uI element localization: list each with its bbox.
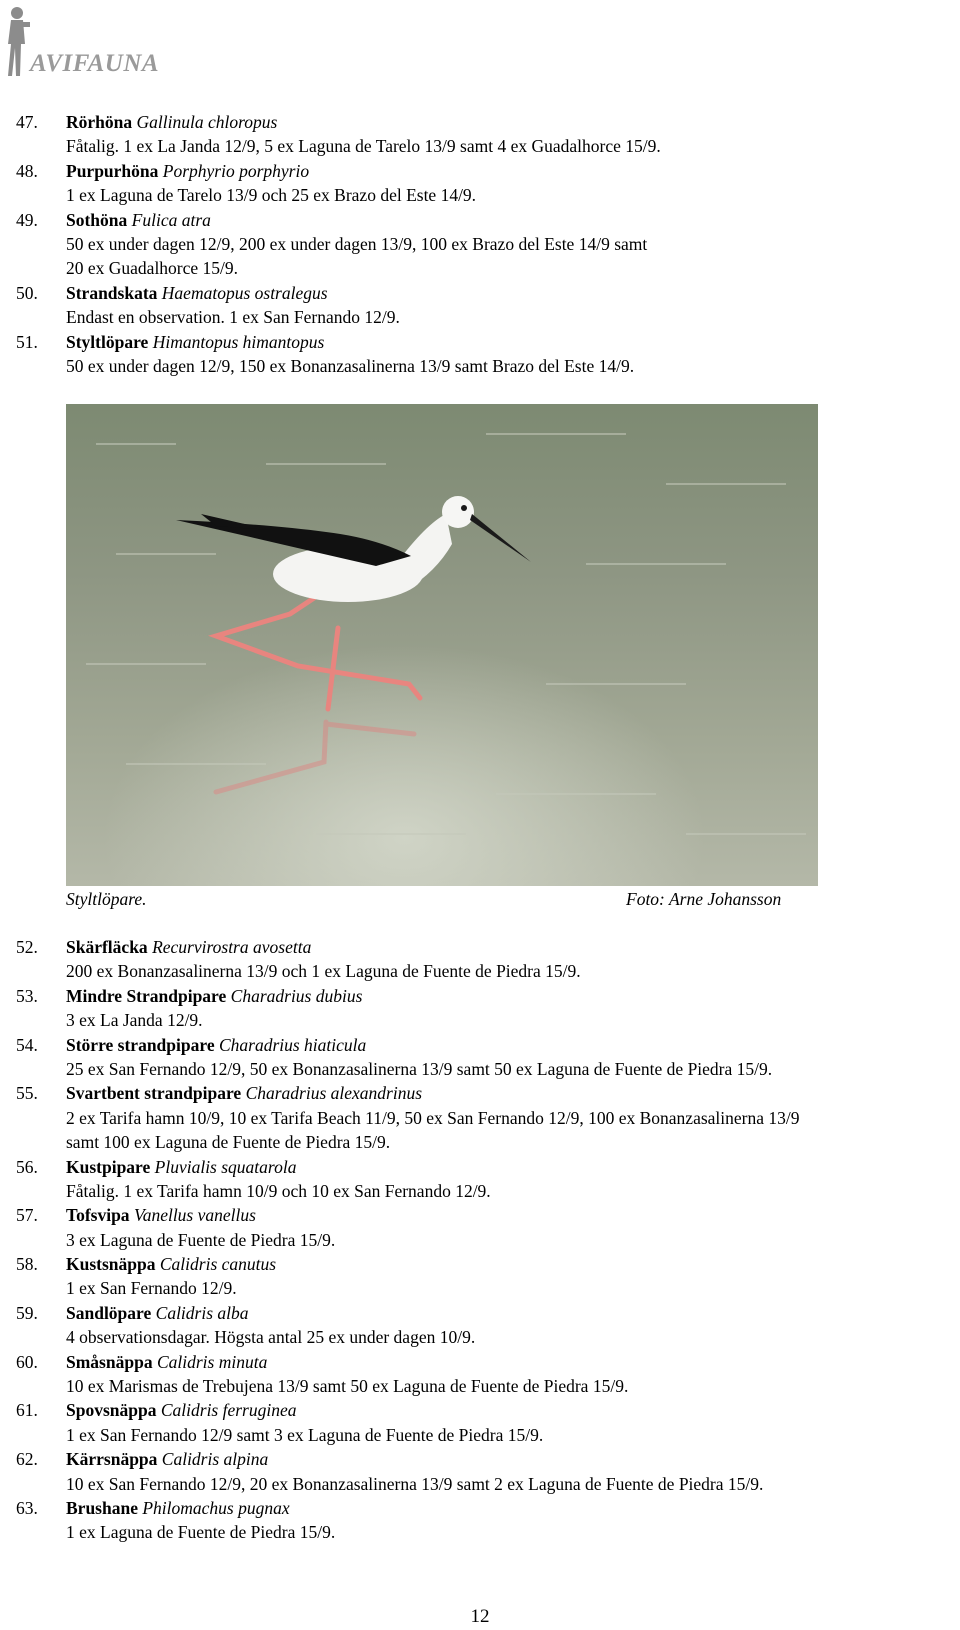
entry-number: 62. xyxy=(16,1449,38,1470)
entry-number: 49. xyxy=(16,209,38,230)
entry-number: 54. xyxy=(16,1034,38,1055)
observation-text: 20 ex Guadalhorce 15/9. xyxy=(66,258,239,279)
observation-text: 10 ex San Fernando 12/9, 20 ex Bonanzasalinerna 13/9 samt 2 ex Laguna de Fuente de Piedra 15/9. xyxy=(66,1473,764,1494)
observation-text: 1 ex Laguna de Fuente de Piedra 15/9. xyxy=(66,1522,336,1543)
observation-text: Fåtalig. 1 ex Tarifa hamn 10/9 och 10 ex San Fernando 12/9. xyxy=(66,1180,491,1201)
observation-text: samt 100 ex Laguna de Fuente de Piedra 15/9. xyxy=(66,1132,391,1153)
birdwatcher-silhouette-icon xyxy=(2,4,32,80)
entry-number: 52. xyxy=(16,937,38,957)
latin-name: Charadrius dubius xyxy=(230,985,363,1006)
species-entry xyxy=(0,1081,960,1154)
latin-name: Calidris alpina xyxy=(161,1449,269,1470)
swedish-name: Styltlöpare xyxy=(66,331,149,352)
black-winged-stilt-photo xyxy=(66,404,818,886)
species-entry xyxy=(0,984,960,1033)
observation-text: 3 ex Laguna de Fuente de Piedra 15/9. xyxy=(66,1229,336,1250)
species-entry xyxy=(0,1350,960,1399)
swedish-name: Skärfläcka xyxy=(66,937,148,957)
species-entry xyxy=(0,330,960,379)
latin-name: Recurvirostra avosetta xyxy=(152,937,312,957)
photo-caption: Styltlöpare. xyxy=(66,889,147,909)
latin-name: Philomachus pugnax xyxy=(142,1497,290,1518)
entry-number: 53. xyxy=(16,985,38,1006)
entry-number: 47. xyxy=(16,112,38,132)
observation-text: 1 ex San Fernando 12/9 samt 3 ex Laguna de Fuente de Piedra 15/9. xyxy=(66,1424,544,1445)
observation-text: 1 ex San Fernando 12/9. xyxy=(66,1278,237,1299)
swedish-name: Kustpipare xyxy=(66,1156,151,1177)
species-entry xyxy=(0,1496,960,1545)
latin-name: Calidris alba xyxy=(155,1302,249,1323)
observation-text: Fåtalig. 1 ex La Janda 12/9, 5 ex Laguna de Tarelo 13/9 samt 4 ex Guadalhorce 15/9. xyxy=(66,136,661,157)
entry-number: 61. xyxy=(16,1400,38,1421)
observation-text: 1 ex Laguna de Tarelo 13/9 och 25 ex Brazo del Este 14/9. xyxy=(66,185,477,206)
species-entry xyxy=(0,1301,960,1350)
observation-text: 4 observationsdagar. Högsta antal 25 ex under dagen 10/9. xyxy=(66,1327,476,1348)
swedish-name: Småsnäppa xyxy=(66,1351,153,1372)
swedish-name: Spovsnäppa xyxy=(66,1400,157,1421)
entry-number: 50. xyxy=(16,282,38,303)
species-entry xyxy=(0,1033,960,1082)
species-entry xyxy=(0,281,960,330)
species-entry xyxy=(0,208,960,281)
latin-name: Fulica atra xyxy=(131,209,211,230)
swedish-name: Rörhöna xyxy=(66,112,133,132)
latin-name: Calidris ferruginea xyxy=(160,1400,297,1421)
entry-number: 55. xyxy=(16,1083,38,1104)
avifauna-logo xyxy=(2,4,172,80)
species-entry xyxy=(0,110,960,159)
observation-text: 10 ex Marismas de Trebujena 13/9 samt 50 ex Laguna de Fuente de Piedra 15/9. xyxy=(66,1376,629,1397)
species-list-bottom xyxy=(0,935,960,1545)
entry-number: 48. xyxy=(16,160,38,181)
latin-name: Calidris minuta xyxy=(156,1351,268,1372)
species-entry xyxy=(0,1203,960,1252)
species-entry xyxy=(0,1252,960,1301)
swedish-name: Sandlöpare xyxy=(66,1302,152,1323)
observation-text: 50 ex under dagen 12/9, 150 ex Bonanzasalinerna 13/9 samt Brazo del Este 14/9. xyxy=(66,355,635,376)
species-entry xyxy=(0,935,960,984)
latin-name: Gallinula chloropus xyxy=(136,112,278,132)
latin-name: Himantopus himantopus xyxy=(152,331,325,352)
swedish-name: Tofsvipa xyxy=(66,1205,130,1226)
species-entry xyxy=(0,1447,960,1496)
latin-name: Calidris canutus xyxy=(159,1254,277,1275)
observation-text: 25 ex San Fernando 12/9, 50 ex Bonanzasalinerna 13/9 samt 50 ex Laguna de Fuente de Piedra 15/9. xyxy=(66,1058,773,1079)
logo-text: AVIFAUNA xyxy=(30,50,160,77)
latin-name: Haematopus ostralegus xyxy=(161,282,328,303)
swedish-name: Sothöna xyxy=(66,209,128,230)
photo-credit: Foto: Arne Johansson xyxy=(626,889,782,909)
species-list-top xyxy=(0,110,960,378)
entry-number: 60. xyxy=(16,1351,38,1372)
observation-text: Endast en observation. 1 ex San Fernando 12/9. xyxy=(66,307,400,328)
swedish-name: Strandskata xyxy=(66,282,158,303)
swedish-name: Mindre Strandpipare xyxy=(66,985,227,1006)
swedish-name: Kärrsnäppa xyxy=(66,1449,158,1470)
swedish-name: Svartbent strandpipare xyxy=(66,1083,242,1104)
latin-name: Vanellus vanellus xyxy=(133,1205,256,1226)
swedish-name: Purpurhöna xyxy=(66,160,159,181)
entry-number: 58. xyxy=(16,1254,38,1275)
species-entry xyxy=(0,159,960,208)
entry-number: 56. xyxy=(16,1156,38,1177)
observation-text: 200 ex Bonanzasalinerna 13/9 och 1 ex Laguna de Fuente de Piedra 15/9. xyxy=(66,961,581,982)
species-entry xyxy=(0,1398,960,1447)
entry-number: 51. xyxy=(16,331,38,352)
swedish-name: Större strandpipare xyxy=(66,1034,215,1055)
latin-name: Charadrius alexandrinus xyxy=(245,1083,423,1104)
latin-name: Porphyrio porphyrio xyxy=(162,160,310,181)
latin-name: Charadrius hiaticula xyxy=(218,1034,367,1055)
swedish-name: Brushane xyxy=(66,1497,138,1518)
observation-text: 50 ex under dagen 12/9, 200 ex under dagen 13/9, 100 ex Brazo del Este 14/9 samt xyxy=(66,233,648,254)
entry-number: 57. xyxy=(16,1205,38,1226)
entry-number: 59. xyxy=(16,1302,38,1323)
species-entry xyxy=(0,1155,960,1204)
swedish-name: Kustsnäppa xyxy=(66,1254,156,1275)
latin-name: Pluvialis squatarola xyxy=(154,1156,297,1177)
entry-number: 63. xyxy=(16,1497,38,1518)
observation-text: 2 ex Tarifa hamn 10/9, 10 ex Tarifa Beach 11/9, 50 ex San Fernando 12/9, 100 ex Bonanzasalinerna 13/9 xyxy=(66,1107,800,1128)
page-number: 12 xyxy=(470,1606,490,1627)
observation-text: 3 ex La Janda 12/9. xyxy=(66,1010,203,1031)
